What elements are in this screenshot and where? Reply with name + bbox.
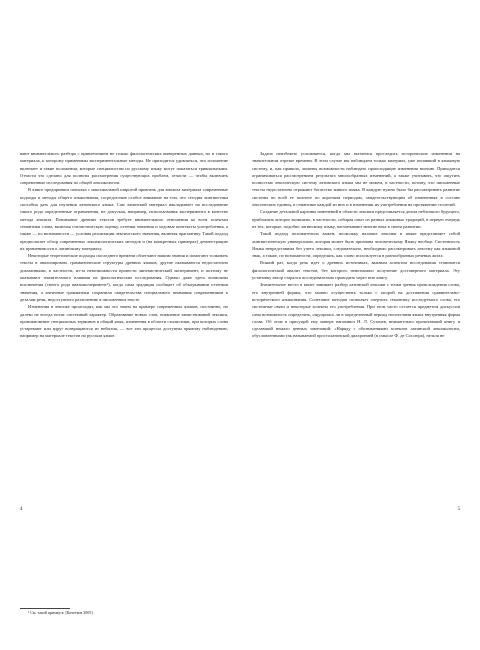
right-page-number: 5: [457, 507, 460, 512]
left-paragraph-1: вают внимательного разбора с привлечением не только филологических выверенных данных, но и такого материала, к которому применимы экспериментальные методы. Не приходится удивляться, что изложение включает и такие положения, которые специалистам по русскому языку могут показаться тривиальными. Отчасти это сделано для полноты рассмотрения существующих проблем, отчасти — чтобы включить современные исследования по общей лексикологии.: [20, 151, 228, 186]
right-paragraph-1: Задача неизбежно усложняется, когда мы пытаемся проследить исторические изменения на значительном отрезке времени. В этом случае мы наблюдаем только материал, уже попавший в языковую систему, и, как правило, лишены возможности наблюдать происходящие изменения воочию. Приходится ограничиваться рассмотрением результата многообразных изменений, а также учитывать, что ощутить полностью лексическую систему латинского языка мы не можем, в частности, потому, что письменные тексты недостаточно отражают богатство живого языка. В каждую нужно было бы рассматривать развитие системы во всей ее полноте по коротким периодам, свидетельствующим об изменениях в составе лексических единиц, в семантике каждой из них и в изменении их употребления на протяжении столетий.: [252, 151, 460, 208]
footnote: ¹ См. такой пример в: [Кочетков 2005].: [28, 609, 94, 615]
left-page-number: 4: [20, 507, 23, 512]
right-paragraph-4: Всякий раз, когда речь идет о древних источниках, важным аспектом исследования становится филологический анализ текстов, без которого невозможно получение достоверного материала. Эту установку автор старался последовательно проводить через всю книгу.: [252, 260, 460, 281]
right-paragraph-2: Создание детальной картины изменений в области лексики представляется делом неблизкого будущего, приблизить которое возможно, в частности, собирая опыт из разных языковых традиций, в первую очередь из тех, которые, подобно латинскому языку, насчитывают многие века в своем развитии.: [252, 209, 460, 229]
right-page: [252, 150, 460, 340]
left-paragraph-3: Некоторые теоретические подходы последнего времени облегчают нашим знания и помогают толковать тексты в анализировать грамматические структуры древних языков, другие оказываются недостаточно доказанными, в частности, из-за невозможности провести лингвистический эксперимент, и поэтому не оказывают значительного влияния на филологические исследования. Однако даже здесь возможны исключения (своего рода квазиэксперимент¹), когда сама традиция сообщает об обыгрывании оттенков значения, а античные грамматики сохранили свидетельства специального внимания современников к деталям речи, недоступного различению в письменном тексте.: [20, 253, 228, 302]
right-paragraph-5: Значительное место в книге занимает разбор латинской лексики с точки зрения происхождения слова, его внутренней формы, что можно осуществить только с опорой на достижения сравнительно-исторического языкознания. Сочетание методов позволяет очертить семантику исследуемого слова, его системные связи и некоторые аспекты его употребления. При этом часто остается предметом дискуссии сама возможность определить, ощущалась ли в определенный период носителями языка внутренняя форма слова. Об этом в присущей ему манере напомнил Н. Л. Сухачев, внимательно прочитавший книгу и сделавший немало ценных замечаний: «Наряду с обозначениями аспектов латинской лексикологии, обусловленными так называемой простолатинской диахронией (в смысле Ф. де Соссюра), нельзя не: [252, 282, 460, 339]
footnote-divider: [20, 608, 70, 609]
left-paragraph-2: В книге предпринята попытка с максимальной широтой привлечь для анализа материала современные подходы и методы общего языкознания, сосредоточив особое внимание на том, что сегодня лингвистика способна дать для изучения латинского языка. Сам латинский материал накладывает на исследование такого рода определенные ограничения, не допуская, например, использования эксперимента в качестве метода анализа. Понимание древних текстов требует внимательного отношения ко всем аспектам семантики слова, включая стилистическую оценку, оттенки значения и ходовые контексты употребления, а также — по возможности — условия реализации лексического значения, включая прагматику. Такой подход предполагает обзор современных лексикологических методов и (на конкретных примерах) демонстрацию их применимости к латинскому материалу.: [20, 187, 228, 251]
left-paragraph-4: Изменения в лексике происходят, как мы это знаем на примере современных языков, постоянно, но далеко не всегда носят системный характер. Образование новых слов, появление заимствований лексики, проникновение специальных терминов в общий язык, изменения в области стилистики, при которых слова устаревают или вдруг возвращаются из небытия, — все эти процессы доступны прямому наблюдению, например на материале текстов на русском языке.: [20, 304, 228, 339]
left-page: [20, 150, 228, 616]
right-paragraph-3: Такой подход положительно важен, поскольку наличие лексики в языке представляет собой лингвистическую универсалию, которая может быть признана человеческому Языку вообще. Системность Языка непредставима без учета лексики, следовательно, необходимо рассматривать лексему как языковой знак, а также, по возможности, определять, как слово используется в разнообразных речевых актах.: [252, 231, 460, 259]
